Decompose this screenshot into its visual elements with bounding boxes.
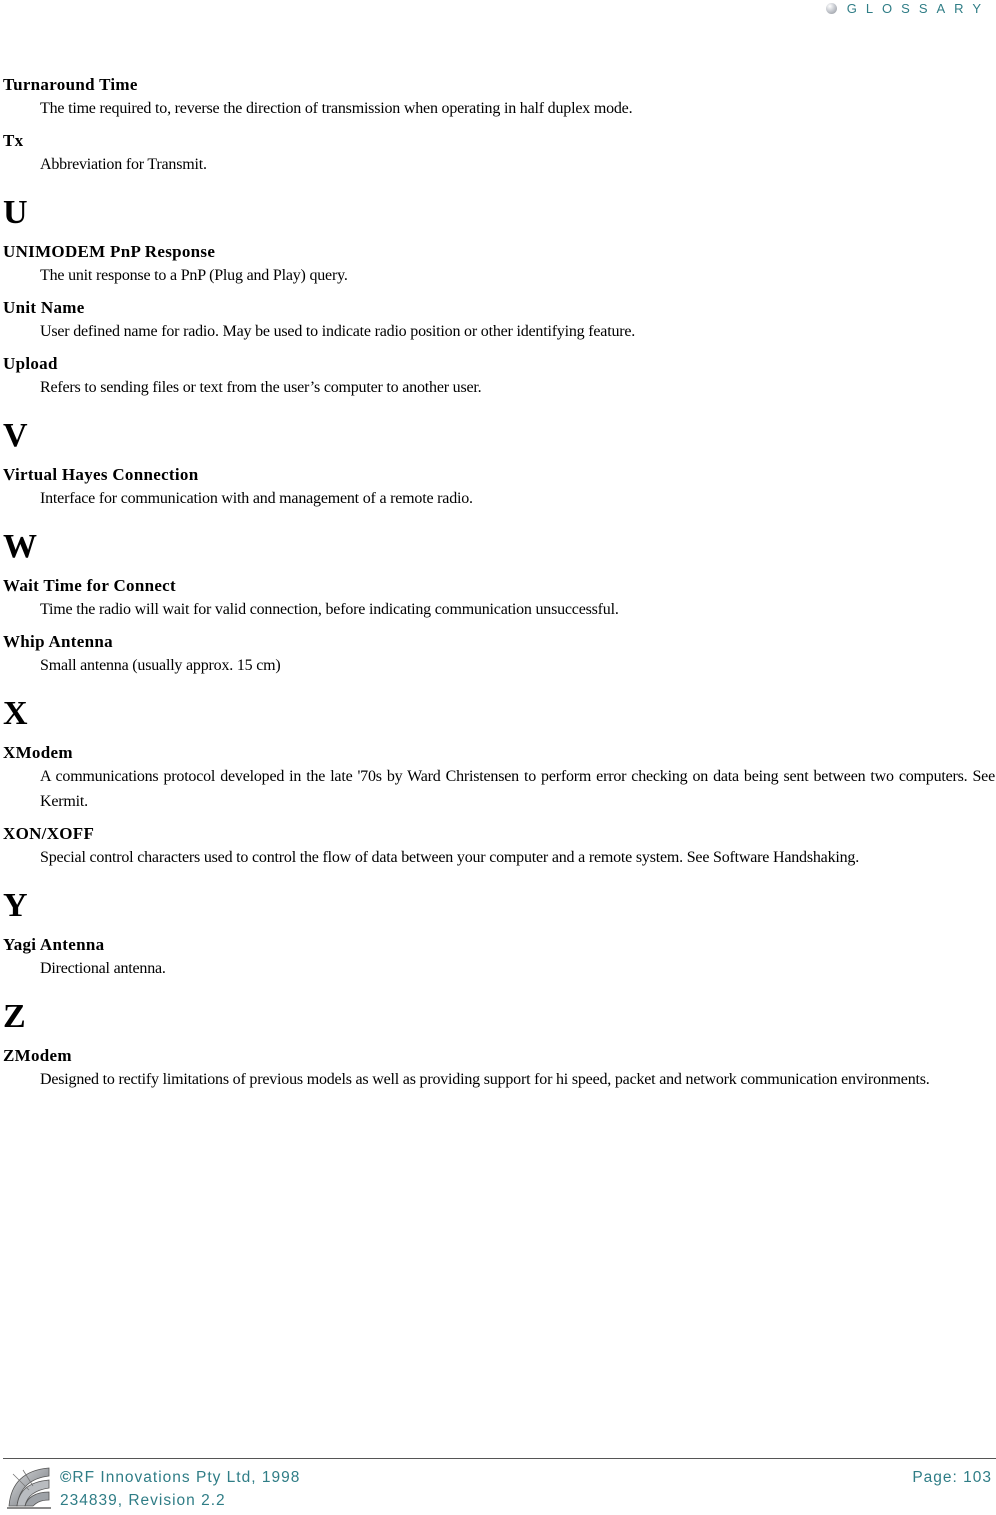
glossary-entry [3,742,995,814]
glossary-entry [3,74,995,121]
glossary-definition: The unit response to a PnP (Plug and Play) query. [40,267,348,284]
glossary-entry [3,130,995,177]
glossary-term: Virtual Hayes Connection [3,465,199,484]
glossary-entry [3,241,995,288]
glossary-content [3,74,995,1101]
glossary-entry [3,631,995,678]
glossary-entry [3,934,995,981]
glossary-definition: User defined name for radio. May be used to indicate radio position or other identifying feature. [40,323,636,340]
glossary-term: XModem [3,743,73,762]
page-header [826,0,990,16]
section-letter-heading: W [3,528,37,565]
glossary-entry [3,353,995,400]
bullet-icon [826,3,837,14]
glossary-term: XON/XOFF [3,824,95,843]
footer-page-number: Page: 103 [912,1469,992,1486]
glossary-term: Wait Time for Connect [3,576,176,595]
section-letter-heading: X [3,695,28,732]
glossary-definition: Designed to rectify limitations of previous models as well as providing support for hi speed, packet and network communication environments. [40,1071,930,1088]
glossary-term: Unit Name [3,298,85,317]
footer-left [60,1466,300,1512]
section-letter-heading: Z [3,998,26,1035]
glossary-entry [3,464,995,511]
glossary-definition: Small antenna (usually approx. 15 cm) [40,657,281,674]
section-letter-heading: V [3,417,28,454]
footer-doc-number: 234839, Revision 2.2 [60,1492,226,1509]
glossary-definition: Directional antenna. [40,960,166,977]
glossary-definition: Abbreviation for Transmit. [40,156,207,173]
glossary-term: Upload [3,354,58,373]
glossary-term: Tx [3,131,24,150]
copyright-icon: © [60,1469,73,1486]
glossary-definition: Refers to sending files or text from the user’s computer to another user. [40,379,482,396]
glossary-term: UNIMODEM PnP Response [3,242,216,261]
header-title: GLOSSARY [846,0,990,16]
glossary-term: Whip Antenna [3,632,113,651]
footer-company: RF Innovations Pty Ltd, 1998 [72,1469,301,1486]
glossary-definition: Time the radio will wait for valid connection, before indicating communication unsuccessful. [40,601,619,618]
glossary-definition: Interface for communication with and management of a remote radio. [40,490,473,507]
section-letter-heading: U [3,194,28,231]
glossary-definition: The time required to, reverse the direction of transmission when operating in half duplex mode. [40,100,633,117]
glossary-entry [3,823,995,870]
glossary-term: Yagi Antenna [3,935,105,954]
glossary-entry [3,1045,995,1092]
glossary-definition: A communications protocol developed in the late '70s by Ward Christensen to perform error checking on data being sent between two computers. See Kermit. [40,768,995,810]
glossary-entry [3,575,995,622]
footer-divider [3,1458,996,1459]
glossary-definition: Special control characters used to control the flow of data between your computer and a remote system. See Software Handshaking. [40,849,860,866]
glossary-term: Turnaround Time [3,75,138,94]
company-logo-icon [3,1462,55,1512]
glossary-entry [3,297,995,344]
section-letter-heading: Y [3,887,28,924]
glossary-term: ZModem [3,1046,72,1065]
footer-company-line [60,1466,300,1489]
